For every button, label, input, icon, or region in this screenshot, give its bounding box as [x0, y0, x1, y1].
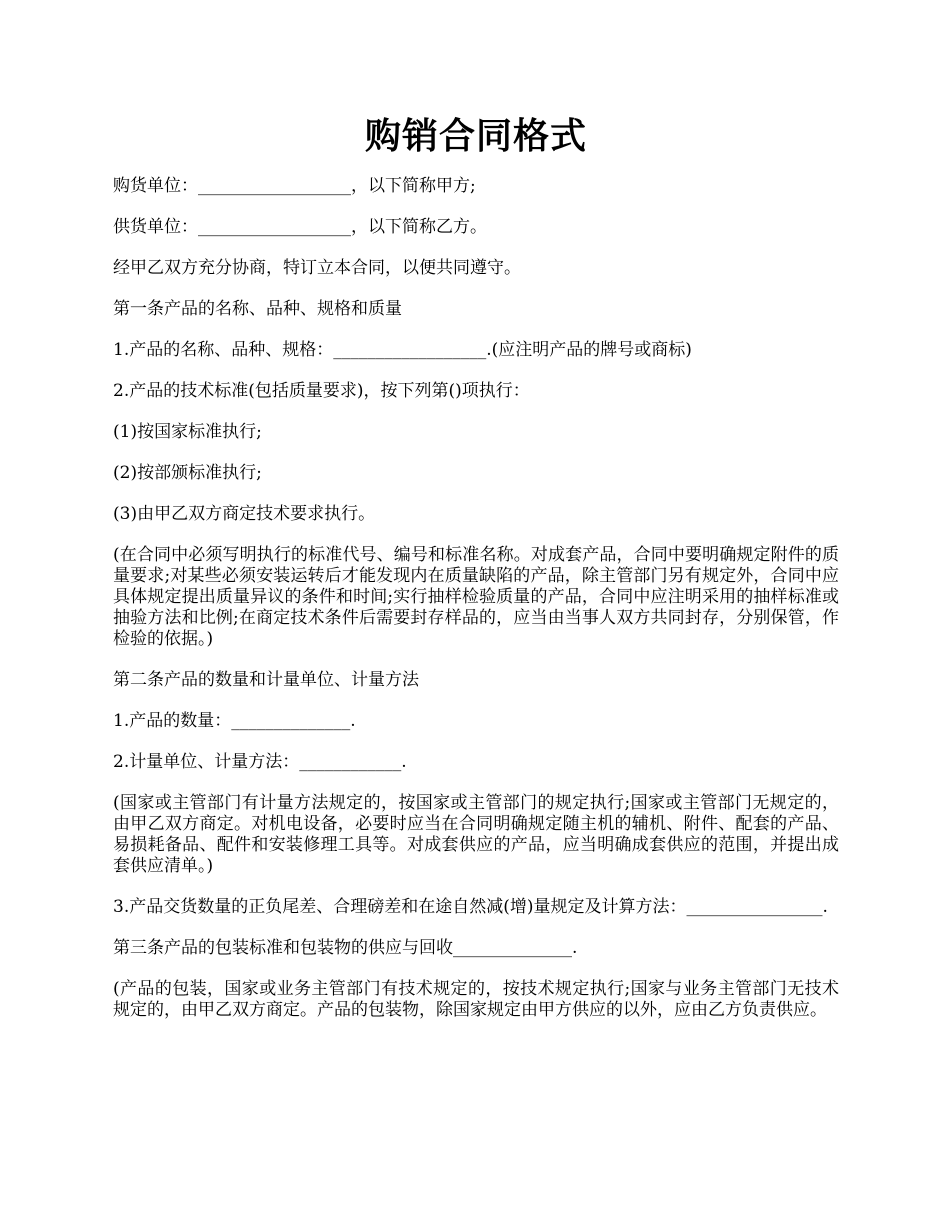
article-1-heading: 第一条产品的名称、品种、规格和质量 [113, 299, 402, 319]
paragraph-quality-note: (在合同中必须写明执行的标准代号、编号和标准名称。对成套产品，合同中要明确规定附件的质量要求;对某些必须安装运转后才能发现内在质量缺陷的产品，除主管部门另有规定外，合同中应具体规定提出质量异议的条件和时间;实行抽样检验质量的产品，合同中应注明采用的抽样标准或抽验方法和比例;在商定技术条件后需要封存样品的，应当由当事人双方共同封存，分别保管，作检验的依据。) [113, 545, 839, 649]
paragraph-seller: 供货单位：__________________，以下简称乙方。 [113, 217, 487, 237]
paragraph-measurement-note: (国家或主管部门有计量方法规定的，按国家或主管部门的规定执行;国家或主管部门无规定的，由甲乙双方商定。对机电设备，必要时应当在合同明确规定随主机的辅机、附件、配套的产品、易损耗备品、配件和安装修理工具等。对成套供应的产品，应当明确成套供应的范围，并提出成套供应清单。) [113, 793, 839, 876]
paragraph-agreement: 经甲乙双方充分协商，特订立本合同，以便共同遵守。 [113, 258, 521, 278]
article-3-heading: 第三条产品的包装标准和包装物的供应与回收______________. [113, 938, 578, 958]
paragraph-buyer: 购货单位：__________________，以下简称甲方; [113, 176, 476, 196]
paragraph-option-3: (3)由甲乙双方商定技术要求执行。 [113, 504, 376, 524]
article-2-heading: 第二条产品的数量和计量单位、计量方法 [113, 670, 419, 690]
paragraph-option-2: (2)按部颁标准执行; [113, 463, 262, 483]
paragraph-option-1: (1)按国家标准执行; [113, 422, 262, 442]
paragraph-tolerance: 3.产品交货数量的正负尾差、合理磅差和在途自然减(增)量规定及计算方法：________________. [113, 897, 828, 917]
paragraph-measurement: 2.计量单位、计量方法：____________. [113, 752, 407, 772]
paragraph-product-name: 1.产品的名称、品种、规格：__________________.(应注明产品的牌号或商标) [113, 340, 692, 360]
paragraph-technical-standard: 2.产品的技术标准(包括质量要求)，按下列第()项执行： [113, 381, 530, 401]
document-title: 购销合同格式 [364, 115, 587, 157]
paragraph-quantity: 1.产品的数量：______________. [113, 711, 356, 731]
document-page [113, 112, 839, 1041]
paragraph-packaging-note: (产品的包装，国家或业务主管部门有技术规定的，按技术规定执行;国家与业务主管部门无技术规定的，由甲乙双方商定。产品的包装物，除国家规定由甲方供应的以外，应由乙方负责供应。 [113, 979, 839, 1020]
